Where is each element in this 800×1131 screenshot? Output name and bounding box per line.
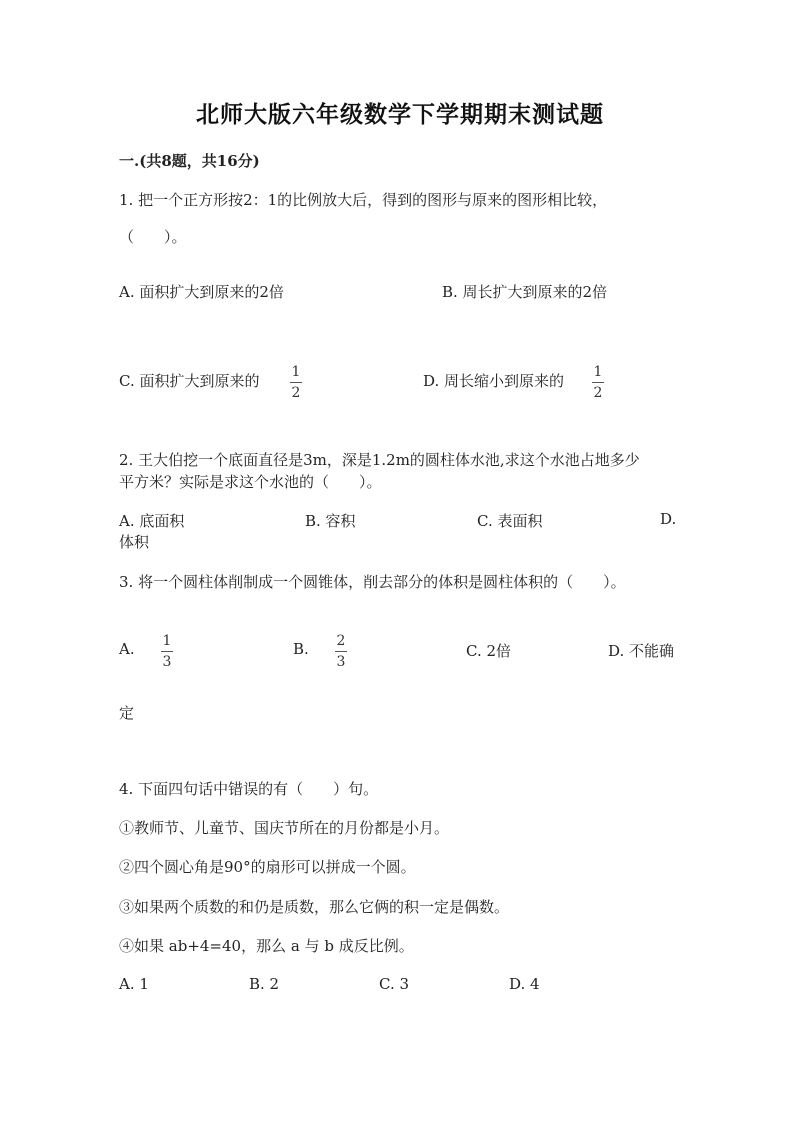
q2-option-d[interactable]: D. xyxy=(660,510,677,528)
section-header: 一.(共8题，共16分) xyxy=(119,152,260,170)
q3-stem: 3. 将一个圆柱体削制成一个圆锥体，削去部分的体积是圆柱体积的（ ）。 xyxy=(119,573,626,591)
fraction-numerator: 1 xyxy=(291,364,301,380)
q3-option-a[interactable]: A. xyxy=(119,640,135,658)
fraction-bar xyxy=(592,382,604,383)
q2-stem-line2: 平方米？实际是求这个水池的（ ）。 xyxy=(119,473,382,491)
fraction-denominator: 3 xyxy=(162,654,172,670)
q3-option-a-fraction xyxy=(161,634,173,669)
q2-option-c[interactable]: C. 表面积 xyxy=(477,512,543,530)
q1-option-a[interactable]: A. 面积扩大到原来的2倍 xyxy=(119,283,284,301)
q2-option-b[interactable]: B. 容积 xyxy=(305,512,356,530)
q4-option-b[interactable]: B. 2 xyxy=(249,975,280,993)
fraction-bar xyxy=(161,651,173,652)
q4-option-d[interactable]: D. 4 xyxy=(509,975,540,993)
q1-option-b[interactable]: B. 周长扩大到原来的2倍 xyxy=(442,283,608,301)
q3-option-b[interactable]: B. xyxy=(293,640,309,658)
fraction-denominator: 3 xyxy=(336,654,346,670)
q1-stem-line1: 1. 把一个正方形按2：1的比例放大后，得到的图形与原来的图形相比较， xyxy=(119,191,608,209)
page-title: 北师大版六年级数学下学期期末测试题 xyxy=(196,101,604,128)
q4-statement-4: ④如果 ab+4=40，那么 a 与 b 成反比例。 xyxy=(119,937,414,955)
q2-stem-line1: 2. 王大伯挖一个底面直径是3m，深是1.2m的圆柱体水池,求这个水池占地多少 xyxy=(119,451,640,469)
q1-option-d[interactable]: D. 周长缩小到原来的 xyxy=(423,372,565,390)
fraction-numerator: 2 xyxy=(336,633,346,649)
q3-option-d-continued: 定 xyxy=(119,704,135,722)
fraction-bar xyxy=(290,382,302,383)
q4-stem: 4. 下面四句话中错误的有（ ）句。 xyxy=(119,780,379,798)
q1-option-c[interactable]: C. 面积扩大到原来的 xyxy=(119,372,260,390)
fraction-bar xyxy=(335,651,347,652)
q4-option-c[interactable]: C. 3 xyxy=(379,975,410,993)
q4-statement-1: ①教师节、儿童节、国庆节所在的月份都是小月。 xyxy=(119,819,450,837)
q2-option-a[interactable]: A. 底面积 xyxy=(119,512,185,530)
q4-option-a[interactable]: A. 1 xyxy=(119,975,149,993)
q1-stem-line2: （ ）。 xyxy=(119,228,187,246)
q1-option-c-fraction xyxy=(290,365,302,400)
fraction-denominator: 2 xyxy=(291,385,301,401)
q4-statement-3: ③如果两个质数的和仍是质数，那么它俩的积一定是偶数。 xyxy=(119,898,510,916)
q3-option-d[interactable]: D. 不能确 xyxy=(608,642,675,660)
fraction-denominator: 2 xyxy=(593,385,603,401)
q1-option-d-fraction xyxy=(592,365,604,400)
fraction-numerator: 1 xyxy=(593,364,603,380)
q3-option-c[interactable]: C. 2倍 xyxy=(466,642,512,660)
q3-option-b-fraction xyxy=(335,634,347,669)
fraction-numerator: 1 xyxy=(162,633,172,649)
q2-option-d-continued: 体积 xyxy=(119,533,150,551)
q4-statement-2: ②四个圆心角是90°的扇形可以拼成一个圆。 xyxy=(119,858,416,876)
